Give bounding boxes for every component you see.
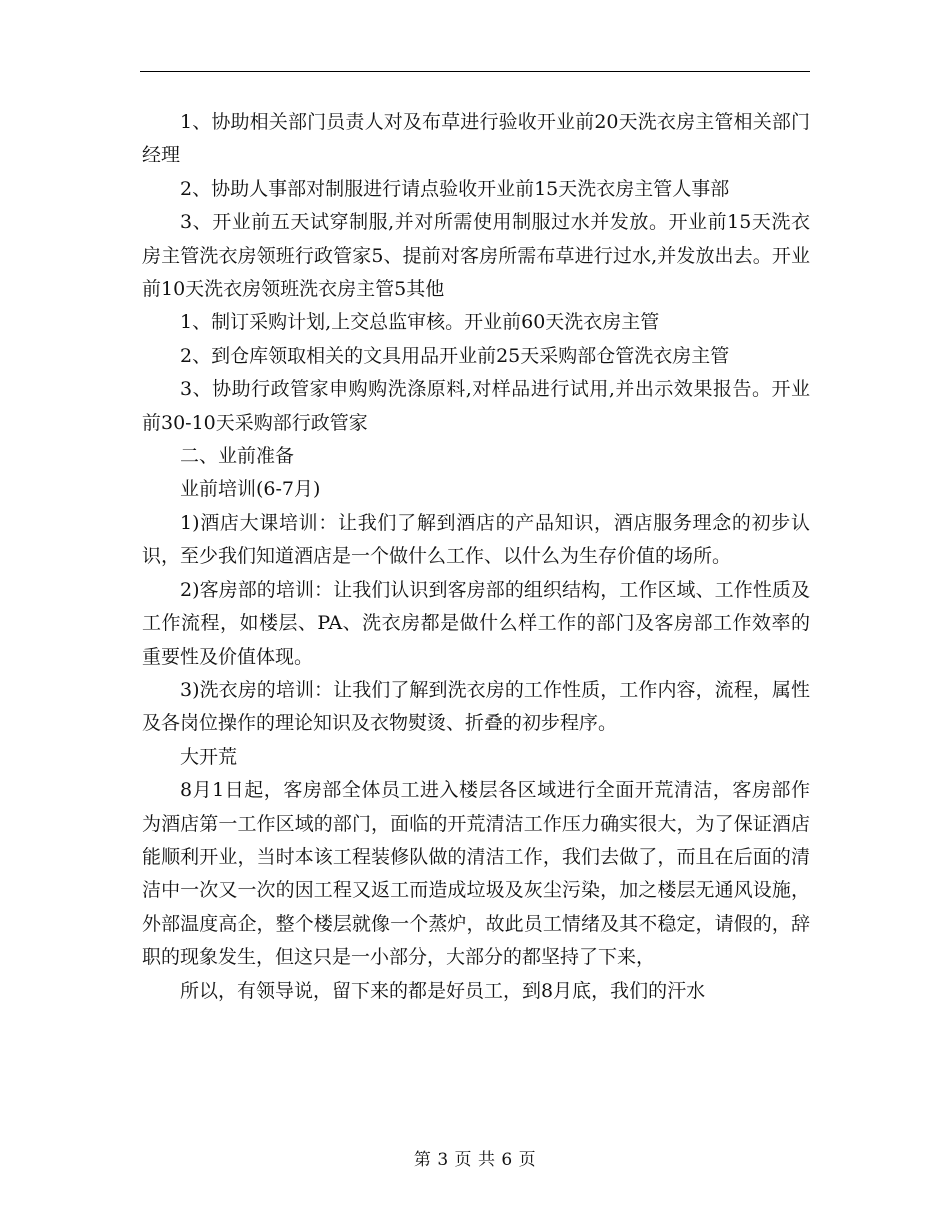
subsection-heading: 业前培训(6-7月) [180,478,321,501]
paragraph: 2、到仓库领取相关的文具用品开业前25天采购部仓管洗衣房主管 [180,344,730,367]
subsection-heading: 大开荒 [180,745,238,768]
paragraph: 2、协助人事部对制服进行请点验收开业前15天洗衣房主管人事部 [180,177,730,200]
paragraph: 1、协助相关部门员责人对及布草进行验收开业前20天洗衣房主管相关部门经理 [142,111,810,167]
document-body [142,106,810,1008]
paragraph: 3、开业前五天试穿制服,并对所需使用制服过水并发放。开业前15天洗衣房主管洗衣房领班行政管家5、提前对客房所需布草进行过水,并发放出去。开业前10天洗衣房领班洗衣房主管5其他 [142,211,810,301]
paragraph: 8月1日起，客房部全体员工进入楼层各区域进行全面开荒清洁，客房部作为酒店第一工作区域的部门，面临的开荒清洁工作压力确实很大，为了保证酒店能顺利开业，当时本该工程装修队做的清洁工作，我们去做了，而且在后面的清洁中一次又一次的因工程又返工而造成垃圾及灰尘污染，加之楼层无通风设施，外部温度高企，整个楼层就像一个蒸炉，故此员工情绪及其不稳定，请假的，辞职的现象发生，但这只是一小部分，大部分的都坚持了下来， [142,779,810,969]
paragraph: 3)洗衣房的培训：让我们了解到洗衣房的工作性质，工作内容，流程，属性及各岗位操作的理论知识及衣物熨烫、折叠的初步程序。 [142,678,810,735]
page-footer [0,1145,950,1170]
page-number: 第 3 页 共 6 页 [413,1150,537,1170]
section-heading: 二、业前准备 [180,445,295,468]
paragraph: 1、制订采购计划,上交总监审核。开业前60天洗衣房主管 [180,311,660,334]
paragraph: 3、协助行政管家申购购洗涤原料,对样品进行试用,并出示效果报告。开业前30-10天采购部行政管家 [142,378,810,434]
paragraph: 2)客房部的培训：让我们认识到客房部的组织结构，工作区域、工作性质及工作流程，如楼层、PA、洗衣房都是做什么样工作的部门及客房部工作效率的重要性及价值体现。 [142,578,810,668]
paragraph: 所以，有领导说，留下来的都是好员工，到8月底，我们的汗水 [180,979,706,1002]
header-rule [140,71,810,72]
paragraph: 1)酒店大课培训：让我们了解到酒店的产品知识，酒店服务理念的初步认识，至少我们知道酒店是一个做什么工作、以什么为生存价值的场所。 [142,511,810,568]
